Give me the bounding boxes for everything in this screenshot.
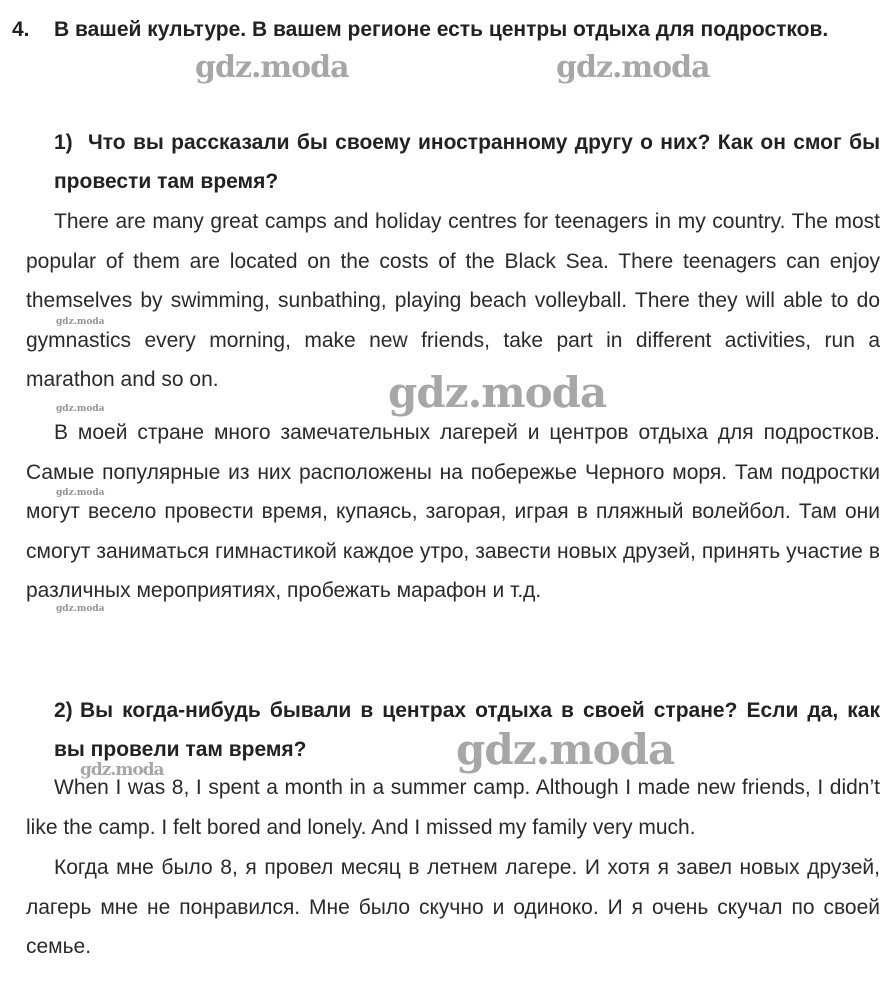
answer-2-english: When I was 8, I spent a month in a summer camp. Although I made new friends, I didn’t like the camp. I felt bored and lonely. And I missed my family very much. xyxy=(26,776,880,839)
watermark-logo: gdz.moda xyxy=(195,50,349,85)
watermark-logo: gdz.moda xyxy=(556,50,710,85)
watermark-logo: gdz.moda xyxy=(80,760,164,780)
watermark-logo: gdz.moda xyxy=(388,368,607,417)
question-1-text-block xyxy=(54,123,880,201)
watermark-small: gdz.moda xyxy=(56,488,105,498)
task-text: В вашей культуре. В вашем регионе есть центры отдыха для подростков. xyxy=(54,18,829,41)
answer-1-english: There are many great camps and holiday centres for teenagers in my country. The most popular of them are located on the costs of the Black Sea. There teenagers can enjoy themselves by swimming, sunbathing, playing beach volleyball. There they will able to do gymnastics every morning, make new friends, take part in different activities, run a marathon and so on. xyxy=(26,210,880,391)
watermark-logo: gdz.moda xyxy=(456,725,675,774)
task-number: 4. xyxy=(12,18,30,41)
question-1 xyxy=(54,123,880,201)
answer-2-russian: Когда мне было 8, я провел месяц в летнем лагере. И хотя я завел новых друзей, лагерь мне не понравился. Мне было скучно и одиноко. И я очень скучал по своей семье. xyxy=(26,856,880,958)
watermark-small: gdz.moda xyxy=(56,317,105,327)
watermark-small: gdz.moda xyxy=(56,404,105,414)
question-2-number: 2) xyxy=(54,699,73,722)
answer-1-russian: В моей стране много замечательных лагерей и центров отдыха для подростков. Самые популярные из них расположены на побережье Черного моря. Там подростки могут весело провести время, купаясь, загорая, играя в пляжный волейбол. Там они смогут заниматься гимнастикой каждое утро, завести новых друзей, принять участие в различных мероприятиях, пробежать марафон и т.д. xyxy=(26,421,880,602)
task-heading xyxy=(12,8,880,52)
question-2-text: Вы когда-нибудь бывали в центрах отдыха в своей стране? Если да, как вы провели там время? xyxy=(54,699,880,761)
question-1-text: Что вы рассказали бы своему иностранному другу о них? Как он смог бы провести там время? xyxy=(54,131,880,193)
question-1-number: 1) xyxy=(54,131,73,154)
watermark-small: gdz.moda xyxy=(56,604,105,614)
